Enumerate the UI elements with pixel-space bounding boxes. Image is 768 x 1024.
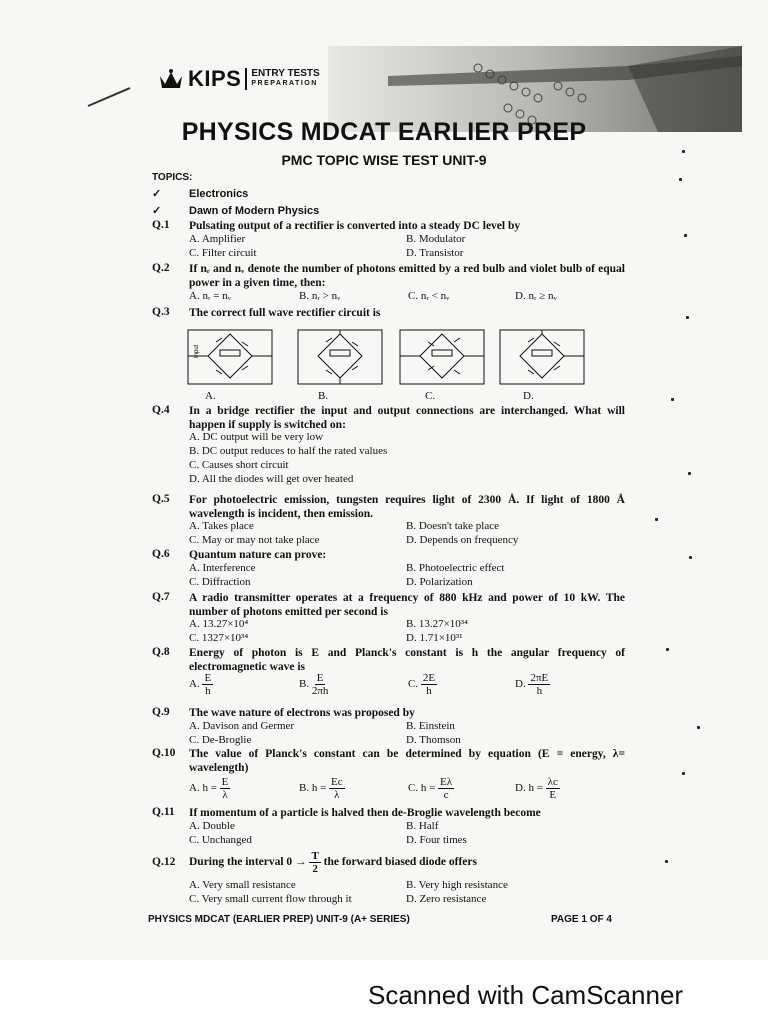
question-text: The wave nature of electrons was proposed by xyxy=(189,707,415,719)
option-c xyxy=(408,776,454,801)
fraction xyxy=(312,672,329,697)
option-c: C. De-Broglie xyxy=(189,734,252,746)
option-c: C. 1327×10³⁴ xyxy=(189,632,249,644)
fraction xyxy=(329,776,345,801)
circuit-label-a: A. xyxy=(205,390,216,402)
option-c: C. Unchanged xyxy=(189,834,252,846)
option-b: B. nᵣ > nᵥ xyxy=(299,290,341,302)
scan-speck xyxy=(682,150,685,153)
question-text: Quantum nature can prove: xyxy=(189,549,327,561)
logo-separator xyxy=(245,68,247,90)
option-prefix: C. xyxy=(408,678,419,691)
scan-speck xyxy=(671,398,674,401)
option-a: A. Double xyxy=(189,820,235,832)
fraction xyxy=(546,776,560,801)
fraction-numerator: Ec xyxy=(331,776,343,788)
option-b: B. Modulator xyxy=(406,233,466,245)
option-prefix: A. h = xyxy=(189,782,217,795)
scan-speck xyxy=(689,556,692,559)
fraction-denominator: λ xyxy=(222,789,228,801)
fraction xyxy=(438,776,454,801)
fraction-numerator: E xyxy=(204,672,212,684)
fraction-numerator: T xyxy=(311,850,319,862)
page-footer-title: PHYSICS MDCAT (EARLIER PREP) UNIT-9 (A+ SERIES) xyxy=(148,914,410,925)
fraction-denominator: h xyxy=(205,685,211,697)
option-prefix: D. h = xyxy=(515,782,543,795)
page-number: PAGE 1 OF 4 xyxy=(551,914,612,925)
option-a: A. 13.27×10⁴ xyxy=(189,618,249,630)
fraction-numerator: 2πE xyxy=(530,672,549,684)
option-prefix: A. xyxy=(189,678,200,691)
option-a: A. Davison and Germer xyxy=(189,720,295,732)
option-d: D. Four times xyxy=(406,834,467,846)
question-number: Q.8 xyxy=(152,646,170,658)
option-d: D. nᵣ ≥ nᵥ xyxy=(515,290,557,302)
question-text: If momentum of a particle is halved then de-Broglie wavelength become xyxy=(189,807,541,819)
question-number: Q.5 xyxy=(152,493,170,505)
scan-speck xyxy=(666,648,669,651)
checkmark-icon: ✓ xyxy=(152,188,162,200)
option-d: D. Polarization xyxy=(406,576,473,588)
option-c: C. May or may not take place xyxy=(189,534,320,546)
document-subtitle: PMC TOPIC WISE TEST UNIT-9 xyxy=(281,152,487,168)
option-d: D. All the diodes will get over heated xyxy=(189,473,354,485)
option-prefix: B. xyxy=(299,678,310,691)
option-d: D. Zero resistance xyxy=(406,893,487,905)
topic-item-electronics xyxy=(152,187,248,200)
option-a xyxy=(189,776,230,801)
option-b: B. Photoelectric effect xyxy=(406,562,505,574)
question-text: The correct full wave rectifier circuit is xyxy=(189,307,381,319)
option-b xyxy=(299,776,345,801)
fraction-denominator: h xyxy=(536,685,543,697)
logo-text: KIPS xyxy=(188,66,242,91)
question-text xyxy=(189,850,625,875)
option-b: B. Very high resistance xyxy=(406,879,508,891)
fraction xyxy=(421,672,437,697)
question-text: Energy of photon is E and Planck's constant is h the angular frequency of electromagnetic wave is xyxy=(189,647,625,673)
option-a: A. nᵣ = nᵥ xyxy=(189,290,231,302)
fraction-numerator: E xyxy=(221,776,229,788)
scan-speck xyxy=(697,726,700,729)
question-number: Q.12 xyxy=(152,856,176,868)
fraction-denominator: λ xyxy=(334,789,340,801)
option-d: D. 1.71×10³¹ xyxy=(406,632,463,644)
fraction-denominator: 2 xyxy=(312,863,318,875)
option-c xyxy=(408,672,437,697)
scan-speck xyxy=(665,860,668,863)
option-c: C. Diffraction xyxy=(189,576,251,588)
logo-subtitle xyxy=(251,69,319,89)
fraction-denominator: 2πh xyxy=(311,685,329,697)
option-prefix: D. xyxy=(515,678,526,691)
question-number: Q.11 xyxy=(152,806,175,818)
option-d: D. Transistor xyxy=(406,247,464,259)
topic-label: Dawn of Modern Physics xyxy=(189,205,320,217)
question-number: Q.6 xyxy=(152,548,170,560)
question-number: Q.9 xyxy=(152,706,170,718)
option-b: B. DC output reduces to half the rated values xyxy=(189,445,388,457)
circuit-label-c: C. xyxy=(425,390,436,402)
camscanner-watermark: Scanned with CamScanner xyxy=(368,980,684,1010)
option-a: A. DC output will be very low xyxy=(189,431,324,443)
option-c: C. Very small current flow through it xyxy=(189,893,352,905)
topic-item-modern-physics xyxy=(152,204,319,217)
question-text: A radio transmitter operates at a frequency of 880 kHz and power of 10 kW. The number of photons emitted per second is xyxy=(189,592,625,618)
crown-icon xyxy=(158,68,184,90)
document-title: PHYSICS MDCAT EARLIER PREP xyxy=(181,118,587,146)
question-number: Q.4 xyxy=(152,404,170,416)
logo-sub-line1: ENTRY TESTS xyxy=(251,68,320,79)
option-prefix: B. h = xyxy=(299,782,327,795)
scan-speck xyxy=(686,316,689,319)
circuit-label-d: D. xyxy=(523,390,534,402)
scan-speck xyxy=(682,772,685,775)
question-number: Q.7 xyxy=(152,591,170,603)
fraction-denominator: E xyxy=(549,789,557,801)
rectifier-circuit-d xyxy=(498,326,586,388)
pen-stroke-mark xyxy=(84,84,134,110)
question-text: For photoelectric emission, tungsten requires light of 2300 Å. If light of 1800 Å wavelength is incident, then emission. xyxy=(189,494,625,520)
option-a: A. Amplifier xyxy=(189,233,246,245)
fraction-numerator: Eλ xyxy=(440,776,453,788)
option-c: C. Causes short circuit xyxy=(189,459,289,471)
option-a: A. Very small resistance xyxy=(189,879,296,891)
topic-label: Electronics xyxy=(189,188,249,200)
fraction xyxy=(202,672,213,697)
question-text: Pulsating output of a rectifier is converted into a steady DC level by xyxy=(189,220,521,232)
option-b: B. Einstein xyxy=(406,720,455,732)
rectifier-circuit-a xyxy=(186,326,274,388)
option-d xyxy=(515,672,550,697)
option-a: A. Takes place xyxy=(189,520,254,532)
option-a xyxy=(189,672,213,697)
fraction-numerator: E xyxy=(316,672,324,684)
question-number: Q.10 xyxy=(152,747,176,759)
checkmark-icon: ✓ xyxy=(152,205,162,217)
option-prefix: C. h = xyxy=(408,782,436,795)
fraction xyxy=(220,776,231,801)
option-c: C. Filter circuit xyxy=(189,247,257,259)
option-b xyxy=(299,672,328,697)
question-number: Q.1 xyxy=(152,219,170,231)
question-text: The value of Planck's constant can be determined by equation (E = energy, λ= wavelength) xyxy=(189,748,625,774)
fraction-numerator: 2E xyxy=(422,672,436,684)
option-d: D. Depends on frequency xyxy=(406,534,519,546)
option-b: B. 13.27×10³⁴ xyxy=(406,618,468,630)
scan-speck xyxy=(655,518,658,521)
kips-logo xyxy=(158,66,320,92)
rectifier-circuit-b xyxy=(296,326,384,388)
question-text: If nᵣ and nᵥ denote the number of photons emitted by a red bulb and violet bulb of equal power in a given time, then: xyxy=(189,263,625,289)
question-text-pre: During the interval 0 → xyxy=(189,856,307,869)
option-a: A. Interference xyxy=(189,562,256,574)
question-text: In a bridge rectifier the input and output connections are interchanged. What will happen if supply is switched on: xyxy=(189,405,625,431)
option-d xyxy=(515,776,560,801)
option-d: D. Thomson xyxy=(406,734,461,746)
scan-speck xyxy=(679,178,682,181)
question-number: Q.3 xyxy=(152,306,170,318)
scan-speck xyxy=(688,472,691,475)
topics-label: TOPICS: xyxy=(152,172,193,183)
rectifier-circuit-c xyxy=(398,326,486,388)
option-b: B. Doesn't take place xyxy=(406,520,500,532)
svg-text:Input: Input xyxy=(194,344,200,358)
circuit-label-b: B. xyxy=(318,390,329,402)
question-text-post: the forward biased diode offers xyxy=(323,856,477,869)
logo-sub-line2: PREPARATION xyxy=(251,80,318,87)
scan-speck xyxy=(684,234,687,237)
fraction-denominator: h xyxy=(426,685,432,697)
option-b: B. Half xyxy=(406,820,439,832)
fraction xyxy=(309,850,320,875)
fraction-denominator: c xyxy=(443,789,449,801)
question-number: Q.2 xyxy=(152,262,170,274)
fraction-numerator: λc xyxy=(547,776,558,788)
fraction xyxy=(528,672,550,697)
option-c: C. nᵣ < nᵥ xyxy=(408,290,450,302)
